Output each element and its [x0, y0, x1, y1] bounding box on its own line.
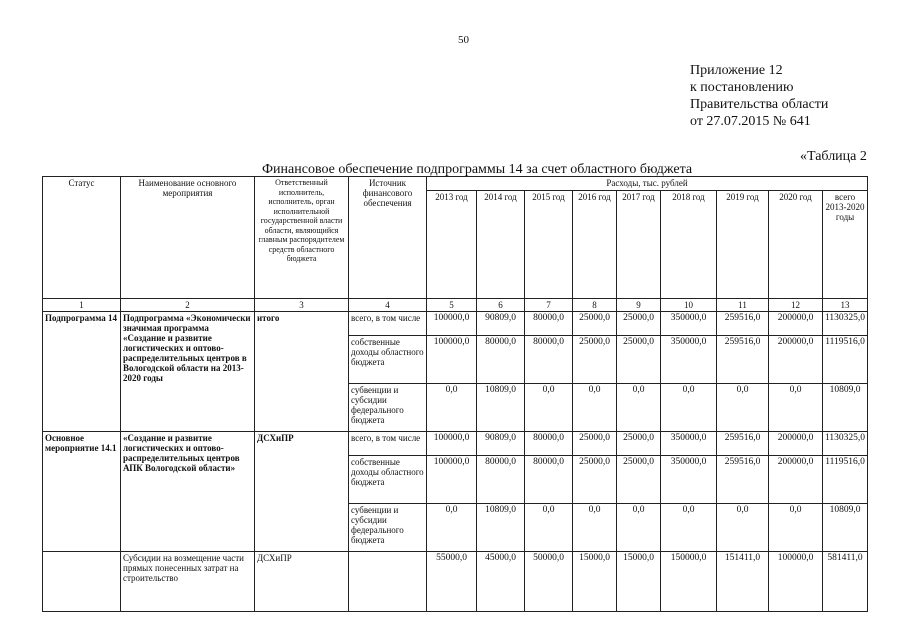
value-cell: 350000,0 [661, 336, 717, 384]
value-cell: 80000,0 [525, 312, 573, 336]
value-cell: 80000,0 [525, 432, 573, 456]
status-cell: Основное мероприятие 14.1 [43, 432, 121, 552]
value-cell: 350000,0 [661, 456, 717, 504]
value-cell: 0,0 [525, 504, 573, 552]
executor-cell: ДСХиПР [255, 432, 349, 552]
value-cell: 100000,0 [769, 552, 823, 612]
value-cell: 0,0 [769, 504, 823, 552]
column-number: 5 [427, 299, 477, 312]
value-cell: 25000,0 [573, 456, 617, 504]
table-row [43, 432, 868, 456]
value-cell: 10809,0 [477, 504, 525, 552]
executor-cell: ДСХиПР [255, 552, 349, 612]
value-cell: 10809,0 [823, 504, 868, 552]
value-cell: 100000,0 [427, 456, 477, 504]
appendix-line-3: Правительства области [690, 97, 829, 112]
value-cell: 25000,0 [617, 456, 661, 504]
value-cell: 80000,0 [477, 456, 525, 504]
value-cell: 25000,0 [573, 432, 617, 456]
value-cell: 259516,0 [717, 336, 769, 384]
column-number: 9 [617, 299, 661, 312]
measure-cell: «Создание и развитие логистических и оптово-распределительных центров АПК Вологодской области» [121, 432, 255, 552]
header-year: 2017 год [617, 191, 661, 299]
value-cell: 100000,0 [427, 432, 477, 456]
value-cell: 0,0 [573, 504, 617, 552]
header-status: Статус [43, 177, 121, 299]
value-cell: 45000,0 [477, 552, 525, 612]
source-cell: собственные доходы областного бюджета [349, 336, 427, 384]
column-number: 13 [823, 299, 868, 312]
column-number: 2 [121, 299, 255, 312]
value-cell: 1130325,0 [823, 432, 868, 456]
source-cell [349, 552, 427, 612]
value-cell: 0,0 [617, 504, 661, 552]
value-cell: 150000,0 [661, 552, 717, 612]
status-cell [43, 552, 121, 612]
header-year: 2018 год [661, 191, 717, 299]
header-year: 2020 год [769, 191, 823, 299]
table-title: Финансовое обеспечение подпрограммы 14 за счет областного бюджета [262, 162, 693, 177]
measure-cell: Субсидии на возмещение части прямых понесенных затрат на строительство [121, 552, 255, 612]
value-cell: 15000,0 [573, 552, 617, 612]
value-cell: 0,0 [769, 384, 823, 432]
value-cell: 200000,0 [769, 312, 823, 336]
header-year: 2015 год [525, 191, 573, 299]
value-cell: 25000,0 [617, 312, 661, 336]
value-cell: 350000,0 [661, 432, 717, 456]
source-cell: субвенции и субсидии федерального бюджета [349, 504, 427, 552]
value-cell: 1130325,0 [823, 312, 868, 336]
value-cell: 200000,0 [769, 432, 823, 456]
value-cell: 0,0 [661, 384, 717, 432]
value-cell: 55000,0 [427, 552, 477, 612]
column-number: 6 [477, 299, 525, 312]
table-row [43, 552, 868, 612]
source-cell: собственные доходы областного бюджета [349, 456, 427, 504]
value-cell: 1119516,0 [823, 456, 868, 504]
value-cell: 259516,0 [717, 456, 769, 504]
header-year: 2019 год [717, 191, 769, 299]
value-cell: 350000,0 [661, 312, 717, 336]
value-cell: 80000,0 [525, 456, 573, 504]
header-year: 2014 год [477, 191, 525, 299]
page-number: 50 [458, 34, 469, 46]
column-number: 3 [255, 299, 349, 312]
header-expenses: Расходы, тыс. рублей [427, 177, 868, 191]
header-source: Источник финансового обеспечения [349, 177, 427, 299]
appendix-line-1: Приложение 12 [690, 63, 783, 78]
column-number: 8 [573, 299, 617, 312]
value-cell: 581411,0 [823, 552, 868, 612]
value-cell: 90809,0 [477, 312, 525, 336]
value-cell: 259516,0 [717, 312, 769, 336]
source-cell: всего, в том числе [349, 312, 427, 336]
value-cell: 0,0 [617, 384, 661, 432]
value-cell: 0,0 [427, 504, 477, 552]
value-cell: 0,0 [717, 504, 769, 552]
value-cell: 25000,0 [573, 312, 617, 336]
appendix-header [690, 62, 828, 130]
header-row [43, 177, 868, 191]
measure-cell: Подпрограмма «Экономически значимая программа «Создание и развитие логистических и оптово-распределительных центров в Вологодской области на 2013-2020 годы [121, 312, 255, 432]
value-cell: 50000,0 [525, 552, 573, 612]
value-cell: 25000,0 [617, 432, 661, 456]
value-cell: 151411,0 [717, 552, 769, 612]
executor-cell: итого [255, 312, 349, 432]
value-cell: 25000,0 [617, 336, 661, 384]
appendix-line-4: от 27.07.2015 № 641 [690, 114, 811, 129]
value-cell: 0,0 [717, 384, 769, 432]
value-cell: 80000,0 [525, 336, 573, 384]
value-cell: 0,0 [427, 384, 477, 432]
value-cell: 15000,0 [617, 552, 661, 612]
header-executor: Ответственный исполнитель, исполнитель, орган исполнительной государственной власти области, являющийся главным распорядителем средств областного бюджета [255, 177, 349, 299]
status-cell: Подпрограмма 14 [43, 312, 121, 432]
value-cell: 100000,0 [427, 336, 477, 384]
value-cell: 10809,0 [823, 384, 868, 432]
value-cell: 259516,0 [717, 432, 769, 456]
financing-table [42, 176, 868, 612]
column-number: 12 [769, 299, 823, 312]
value-cell: 0,0 [573, 384, 617, 432]
value-cell: 200000,0 [769, 456, 823, 504]
header-year-total: всего 2013-2020 годы [823, 191, 868, 299]
value-cell: 80000,0 [477, 336, 525, 384]
column-number: 7 [525, 299, 573, 312]
value-cell: 90809,0 [477, 432, 525, 456]
column-number: 4 [349, 299, 427, 312]
value-cell: 200000,0 [769, 336, 823, 384]
value-cell: 0,0 [525, 384, 573, 432]
header-year: 2013 год [427, 191, 477, 299]
value-cell: 25000,0 [573, 336, 617, 384]
column-number: 11 [717, 299, 769, 312]
column-numbers-row [43, 299, 868, 312]
column-number: 10 [661, 299, 717, 312]
header-measure: Наименование основного мероприятия [121, 177, 255, 299]
value-cell: 10809,0 [477, 384, 525, 432]
value-cell: 0,0 [661, 504, 717, 552]
source-cell: всего, в том числе [349, 432, 427, 456]
value-cell: 1119516,0 [823, 336, 868, 384]
table-label: «Таблица 2 [800, 149, 867, 164]
table-row [43, 312, 868, 336]
column-number: 1 [43, 299, 121, 312]
source-cell: субвенции и субсидии федерального бюджета [349, 384, 427, 432]
header-year: 2016 год [573, 191, 617, 299]
appendix-line-2: к постановлению [690, 80, 794, 95]
value-cell: 100000,0 [427, 312, 477, 336]
